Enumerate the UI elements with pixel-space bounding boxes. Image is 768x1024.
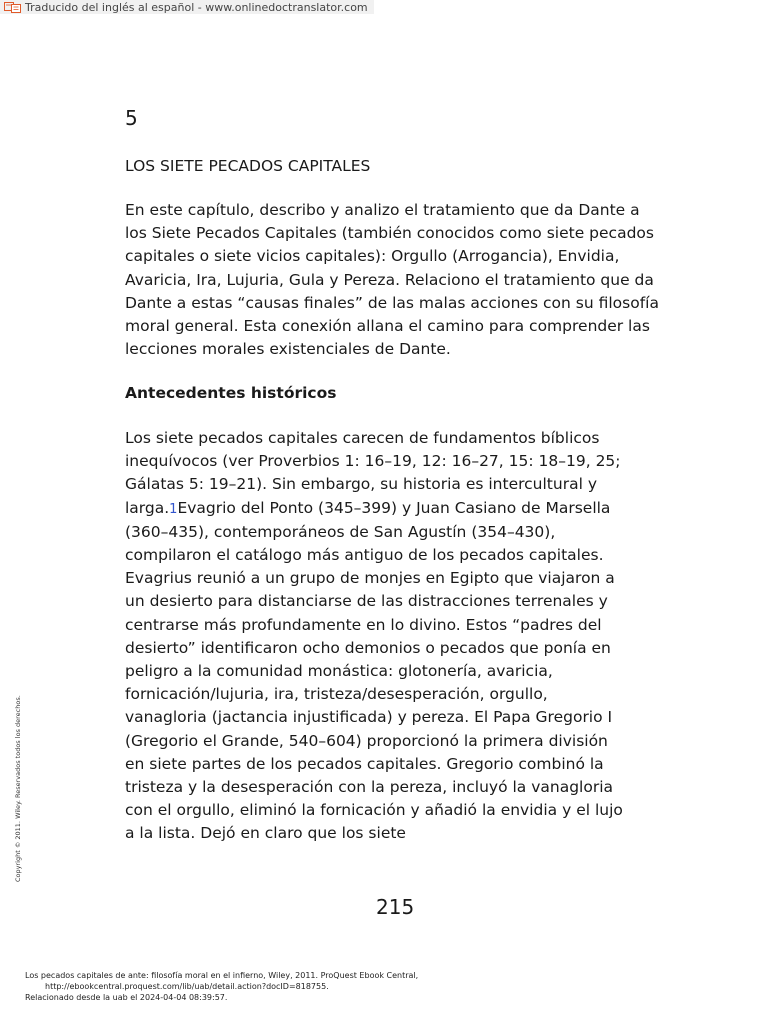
- section-heading: Antecedentes históricos: [125, 384, 337, 402]
- intro-line: los Siete Pecados Capitales (también conocidos como siete pecados: [125, 224, 654, 243]
- citation-line: Relacionado desde la uab el 2024-04-04 08:39:57.: [25, 993, 228, 1002]
- body-line: con el orgullo, eliminó la fornicación y añadió la envidia y el lujo: [125, 801, 623, 820]
- body-line: fornicación/lujuria, ira, tristeza/desesperación, orgullo,: [125, 685, 548, 704]
- banner-text[interactable]: Traducido del inglés al español - www.onlinedoctranslator.com: [25, 0, 368, 14]
- citation-footer: [25, 970, 418, 1003]
- body-line: tristeza y la desesperación con la pereza, incluyó la vanagloria: [125, 778, 614, 797]
- citation-url[interactable]: http://ebookcentral.proquest.com/lib/uab/detail.action?docID=818755.: [45, 982, 329, 991]
- intro-paragraph: [125, 199, 659, 361]
- page-number: 215: [376, 895, 415, 919]
- body-line: inequívocos (ver Proverbios 1: 16–19, 12: 16–27, 15: 18–19, 25;: [125, 452, 621, 471]
- intro-line: capitales o siete vicios capitales): Orgullo (Arrogancia), Envidia,: [125, 247, 620, 266]
- intro-line: Dante a estas “causas finales” de las malas acciones con su filosofía: [125, 293, 659, 312]
- intro-line: moral general. Esta conexión allana el camino para comprender las: [125, 317, 650, 336]
- body-line: un desierto para distanciarse de las distracciones terrenales y: [125, 592, 608, 611]
- body-line: a la lista. Dejó en claro que los siete: [125, 824, 406, 843]
- body-line: peligro a la comunidad monástica: glotonería, avaricia,: [125, 662, 553, 681]
- intro-line: lecciones morales existenciales de Dante.: [125, 340, 451, 359]
- footnote-link[interactable]: 1: [169, 501, 178, 517]
- intro-line: En este capítulo, describo y analizo el tratamiento que da Dante a: [125, 201, 640, 219]
- side-copyright-notice: Copyright © 2011. Wiley. Reservados todos los derechos.: [14, 695, 22, 882]
- body-line: [125, 497, 645, 521]
- body-line: vanagloria (jactancia injustificada) y pereza. El Papa Gregorio I: [125, 708, 613, 727]
- translator-banner[interactable]: [0, 0, 374, 14]
- body-line: Gálatas 5: 19–21). Sin embargo, su historia es intercultural y: [125, 475, 597, 494]
- body-line-start: larga.: [125, 498, 170, 517]
- body-line: desierto” identificaron ocho demonios o pecados que ponía en: [125, 638, 611, 657]
- body-line: (Gregorio el Grande, 540–604) proporcionó la primera división: [125, 731, 608, 750]
- body-line: centrarse más profundamente en lo divino. Estos “padres del: [125, 615, 602, 634]
- body-line: Evagrius reunió a un grupo de monjes en Egipto que viajaron a: [125, 569, 615, 588]
- body-line: en siete partes de los pecados capitales. Gregorio combinó la: [125, 754, 604, 773]
- chapter-title: LOS SIETE PECADOS CAPITALES: [125, 157, 371, 175]
- translator-logo-icon: [4, 2, 22, 13]
- body-line: Los siete pecados capitales carecen de fundamentos bíblicos: [125, 429, 600, 447]
- body-paragraph: [125, 427, 645, 846]
- citation-line: Los pecados capitales de ante: filosofía moral en el infierno, Wiley, 2011. ProQuest Ebook Central,: [25, 971, 419, 980]
- body-line: compilaron el catálogo más antiguo de los pecados capitales.: [125, 546, 604, 565]
- body-line-end: Evagrio del Ponto (345–399) y Juan Casiano de Marsella: [177, 498, 611, 517]
- body-line: (360–435), contemporáneos de San Agustín (354–430),: [125, 522, 556, 541]
- chapter-number: 5: [125, 106, 138, 130]
- intro-line: Avaricia, Ira, Lujuria, Gula y Pereza. Relaciono el tratamiento que da: [125, 270, 654, 289]
